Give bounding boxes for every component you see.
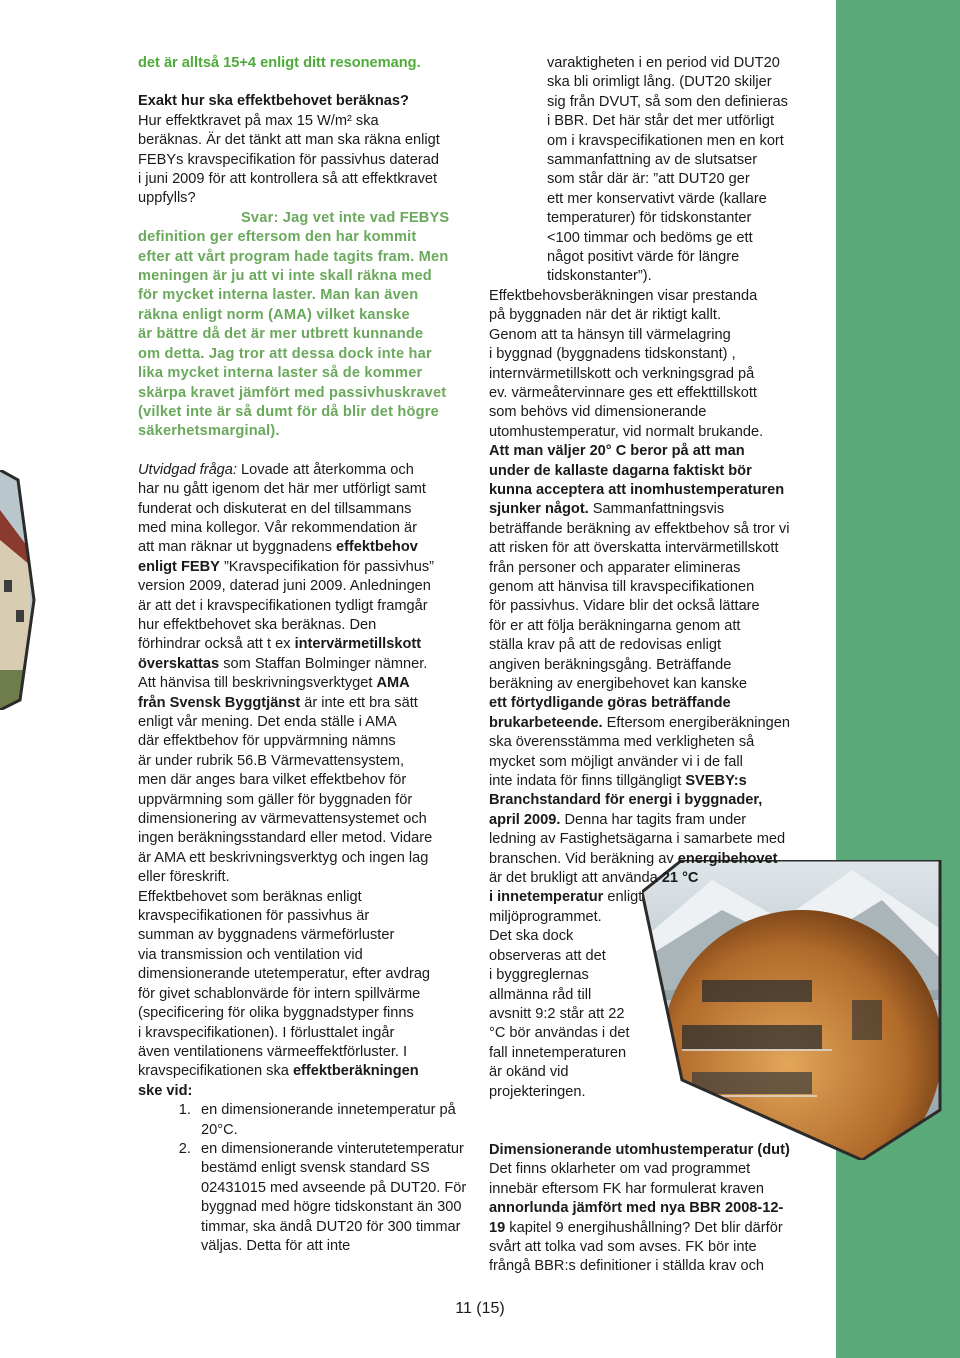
bold-run: överskattas — [138, 655, 220, 672]
body-line: ske vid: — [138, 1082, 193, 1099]
bold-run: effektberäkningen — [292, 1063, 419, 1080]
body-line: innebär eftersom FK har formulerat kraven — [489, 1180, 764, 1197]
body-line: utomhustemperatur, vid normalt brukande. — [489, 423, 764, 440]
body-line: Det ska dock — [489, 928, 574, 945]
bold-run: 21 °C — [661, 870, 699, 887]
bold-run: effektbehov — [335, 539, 418, 556]
answer-line: är bättre då det är mer utbrett kunnande — [138, 326, 424, 343]
list-item: 2. en dimensionerande vinterutetemperatur bestämd enligt svensk standard SS 02431015 med avseende på DUT20. För byggnad med högre tidskonstant än 300 timmar, ska ändå DUT20 för 300 timmar väljas. Detta för att inte — [195, 1140, 470, 1256]
quote-line: sammanfattning av de slutsatser — [547, 152, 758, 169]
body-line: under de kallaste dagarna faktiskt bör — [489, 462, 752, 479]
body-line: på byggnaden när det är riktigt kallt. — [489, 307, 722, 324]
body-line: i kravspecifikationen). I förlusttalet ingår — [138, 1024, 395, 1041]
question-line: Hur effektkravet på max 15 W/m² ska — [138, 112, 379, 129]
text-run: Sammanfattningsvis — [588, 501, 725, 518]
body-line: version 2009, daterad juni 2009. Anledningen — [138, 578, 431, 595]
quote-line: ett mer konservativt värde (kallare — [547, 190, 767, 207]
body-line: enligt vår mening. Det enda ställe i AMA — [138, 714, 397, 730]
body-line: dimensionering av värmevattensystemet och — [138, 811, 427, 828]
body-line — [489, 500, 825, 519]
body-line: eller föreskrift. — [138, 869, 230, 886]
body-line: även ventilationens värmeeffektförluster. I — [138, 1043, 408, 1060]
answer-line: om detta. Jag tror att dessa dock inte har — [138, 345, 432, 362]
body-line: Genom att ta hänsyn till värmelagring — [489, 326, 731, 343]
text-run: enligt — [603, 889, 643, 906]
body-line: observeras att det — [489, 947, 606, 964]
text-run: Eftersom energiberäkningen — [602, 714, 790, 731]
question-line: beräknas. Är det tänkt att man ska räkna enligt — [138, 132, 440, 149]
text-run: ”Kravspecifikation för passivhus” — [219, 558, 435, 575]
body-line — [138, 538, 470, 557]
body-line: projekteringen. — [489, 1083, 586, 1100]
body-line: med mina kollegor. Vår rekommendation är — [138, 519, 418, 536]
body-line — [138, 558, 470, 577]
body-line: °C bör användas i det — [489, 1025, 630, 1042]
indented-quote — [489, 54, 825, 287]
body-line: för er att följa beräkningarna genom att — [489, 617, 741, 634]
body-line: Effektbehovsberäkningen visar prestanda — [489, 287, 758, 304]
body-line: Effektbehovet som beräknas enligt — [138, 888, 362, 905]
body-line: kunna acceptera att inomhustemperaturen — [489, 481, 785, 498]
body-line: har nu gått igenom det här mer utförligt samt — [138, 481, 426, 498]
body-line: Det finns oklarheter om vad programmet — [489, 1161, 751, 1178]
text-run: branschen. Vid beräkning av — [489, 850, 678, 867]
page-number: 11 (15) — [455, 1300, 505, 1317]
bold-run: intervärmetillskott — [294, 636, 422, 653]
body-line: Branchstandard för energi i byggnader, — [489, 792, 763, 809]
body-line: från personer och apparater elimineras — [489, 559, 741, 576]
body-line: mycket som möjligt använder vi i de fall — [489, 753, 743, 770]
body-line: som behövs vid dimensionerande — [489, 404, 707, 421]
body-line: i byggnad (byggnadens tidskonstant) , — [489, 346, 736, 363]
body-line: uppvärmning som gäller för byggnaden för — [138, 791, 413, 808]
bold-run: 19 — [489, 1219, 506, 1236]
body-line — [138, 635, 470, 654]
body-line — [489, 772, 825, 791]
body-line: ev. värmeåtervinnare ges ett effekttillskott — [489, 384, 757, 401]
body-line — [138, 655, 470, 674]
house-photo-left — [0, 470, 60, 710]
body-line: angiven beräkningsgång. Beträffande — [489, 656, 732, 673]
body-line: frångå BBR:s definitioner i ställda krav och — [489, 1258, 764, 1275]
body-line — [138, 694, 470, 713]
bold-run: AMA — [376, 675, 410, 692]
question-line: i juni 2009 för att kontrollera så att effektkravet — [138, 171, 438, 188]
body-line: summan av byggnadens värmeförluster — [138, 927, 395, 944]
body-line: funderat och diskuterat en del tillsammans — [138, 500, 412, 517]
quote-line: i BBR. Det här står det mer utförligt — [547, 113, 775, 130]
question-title: Exakt hur ska effektbehovet beräknas? — [138, 93, 409, 110]
section-heading: Dimensionerande utomhustemperatur (dut) — [489, 1141, 790, 1158]
bold-run: sjunker något. — [489, 501, 589, 518]
body-line — [489, 869, 825, 888]
body-line: beräkning av energibehovet kan kanske — [489, 676, 747, 692]
bold-run: energibehovet — [677, 850, 778, 867]
answer-line: för mycket interna laster. Man kan även — [138, 287, 419, 304]
bold-run: från Svensk Byggtjänst — [138, 694, 301, 711]
answer-line: lika mycket interna laster så de kommer — [138, 365, 423, 382]
body-line: ställa krav på att de redovisas enligt — [489, 637, 722, 654]
text-run: som Staffan Bolminger nämner. — [219, 655, 428, 672]
list-item: 1. en dimensionerande innetemperatur på 20°C. — [195, 1101, 470, 1140]
body-line: kravspecifikationen för passivhus är — [138, 908, 370, 925]
text-run: Att hänvisa till beskrivningsverktyget — [138, 675, 377, 692]
quote-line: sig från DVUT, så som den definieras — [547, 93, 788, 110]
body-line: Att man väljer 20° C beror på att man — [489, 443, 745, 460]
body-line: avsnitt 9:2 står att 22 — [489, 1005, 625, 1022]
body-line: ska överensstämma med verkligheten så — [489, 734, 755, 751]
body-line: ingen beräkningsstandard eller metod. Vidare — [138, 830, 433, 847]
text-run: kravspecifikationen ska — [138, 1063, 293, 1080]
body-line — [489, 714, 825, 733]
left-column — [138, 54, 470, 1256]
quote-line: ska bli orimligt lång. (DUT20 skiljer — [547, 74, 772, 91]
quote-line: som står där är: ”att DUT20 ger — [547, 171, 750, 188]
body-line: ledning av Fastighetsägarna i samarbete med — [489, 831, 786, 848]
answer-line: meningen är ju att vi inte skall räkna med — [138, 268, 432, 285]
quote-line: varaktigheten i en period vid DUT20 — [547, 55, 780, 71]
right-column — [489, 54, 825, 1277]
body-line: där effektbehov för uppvärmning nämns — [138, 733, 396, 750]
body-line: är okänd vid — [489, 1064, 569, 1081]
body-line: hur effektbehovet ska beräknas. Den — [138, 616, 377, 633]
body-line — [138, 674, 470, 693]
bold-run: enligt FEBY — [138, 558, 220, 575]
answer-line: räkna enligt norm (AMA) vilket kanske — [138, 306, 410, 323]
body-line: fall innetemperaturen — [489, 1044, 627, 1061]
answer-line: skärpa kravet jämfört med passivhuskravet — [138, 384, 447, 401]
intro-line: det är alltså 15+4 enligt ditt resonemang. — [138, 55, 421, 71]
body-line: via transmission och ventilation vid — [138, 946, 363, 963]
body-line: genom att hänvisa till kravspecifikationen — [489, 578, 755, 595]
requirements-list — [138, 1101, 470, 1256]
body-line: för givet schablonvärde för intern spillvärme — [138, 985, 421, 1002]
quote-line: tidskonstanter”). — [547, 268, 652, 285]
quote-line: om i kravspecifikationen men en kort — [547, 132, 784, 149]
bold-run: april 2009. — [489, 811, 561, 828]
body-line: svårt att tolka vad som avses. FK bör inte — [489, 1238, 757, 1255]
body-line: (specificering för olika byggnadstyper finns — [138, 1005, 414, 1022]
body-line: är under rubrik 56.B Värmevattensystem, — [138, 752, 405, 769]
body-line — [489, 811, 825, 830]
text-run: är inte ett bra sätt — [300, 694, 418, 711]
quote-line: <100 timmar och bedöms ge ett — [547, 229, 753, 246]
quote-line: temperaturer) för tidskonstanter — [547, 210, 752, 227]
bold-run: i innetemperatur — [489, 889, 604, 906]
body-line — [489, 888, 825, 907]
answer-line: definition ger eftersom den har kommit — [138, 229, 417, 246]
answer-line: Svar: Jag vet inte vad FEBYS — [241, 209, 450, 226]
body-line: annorlunda jämfört med nya BBR 2008-12- — [489, 1200, 784, 1217]
answer-block — [138, 209, 470, 442]
body-line: i byggreglernas — [489, 967, 589, 984]
body-line: allmänna råd till — [489, 986, 592, 1003]
question-line: FEBYs kravspecifikation för passivhus daterad — [138, 151, 439, 168]
body-line: dimensionerande utetemperatur, efter avdrag — [138, 966, 431, 983]
bold-run: brukarbeteende. — [489, 714, 603, 731]
text-run: att man räknar ut byggnadens — [138, 539, 336, 556]
question-line: uppfylls? — [138, 190, 196, 207]
body-line: internvärmetillskott och verkningsgrad på — [489, 365, 755, 382]
body-line: för passivhus. Vidare blir det också lättare — [489, 598, 760, 615]
body-line: ett förtydligande göras beträffande — [489, 695, 731, 712]
text-run: är det brukligt att använda — [489, 870, 662, 887]
text-run: Denna har tagits fram under — [560, 811, 747, 828]
text-run: förhindrar också att t ex — [138, 636, 295, 653]
body-line: är AMA ett beskrivningsverktyg och ingen lag — [138, 849, 429, 866]
answer-line: säkerhetsmarginal). — [138, 423, 280, 440]
body-line — [489, 1219, 825, 1238]
quote-line: något positivt värde för längre — [547, 249, 740, 266]
body-line: miljöprogrammet. — [489, 908, 602, 925]
answer-line: (vilket inte är så dumt för då blir det högre — [138, 403, 439, 420]
bold-run: SVEBY:s — [685, 773, 747, 790]
body-line: men där anges bara vilket effektbehov för — [138, 772, 407, 789]
text-run: inte indata för finns tillgängligt — [489, 773, 686, 790]
body-line — [138, 1062, 470, 1081]
body-line: att risken för att överskatta intervärmetillskott — [489, 540, 779, 557]
text-run: kapitel 9 energihushållning? Det blir därför — [505, 1219, 783, 1236]
extended-question-label: Utvidgad fråga: — [138, 461, 237, 478]
body-line: beträffande beräkning av effektbehov så tror vi — [489, 520, 790, 537]
answer-line: efter att vårt program hade tagits fram. Men — [138, 248, 449, 265]
body-line: är att det i kravspecifikationen tydligt framgår — [138, 597, 428, 614]
extended-question-line — [138, 461, 470, 480]
text-run: Lovade att återkomma och — [236, 461, 414, 478]
body-line — [489, 850, 825, 869]
